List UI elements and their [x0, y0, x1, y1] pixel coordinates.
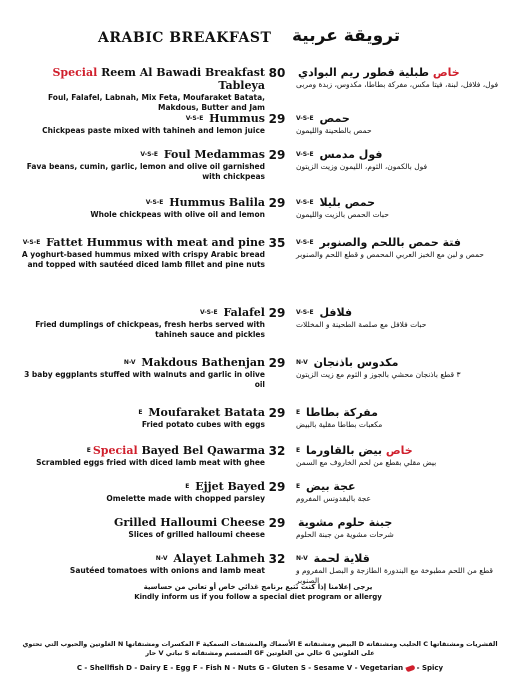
diet-note-ar: يرجى إعلامنا إذا كنت تتبع برنامج غذائي خاص أو تعاني من حساسية — [143, 583, 373, 591]
item-description-ar: قطع من اللحم مطبوخة مع البندورة الطازجة و البصل المفروم و الصنوبر — [296, 566, 494, 585]
diet-tag: N-V — [155, 555, 168, 562]
item-description-en: Chickpeas paste mixed with tahineh and lemon juice — [42, 126, 265, 135]
diet-tag: N-V — [123, 359, 136, 366]
item-description-en: A yoghurt-based hummus mixed with crispy Arabic bread and topped with sautéed diced lamb fillet and pine nuts — [21, 250, 265, 269]
item-description-en: Fried dumplings of chickpeas, fresh herbs served with tahineh sauce and pickles — [35, 320, 265, 339]
item-en — [20, 480, 265, 504]
item-en — [20, 148, 265, 182]
item-ar — [296, 444, 506, 468]
item-ar — [296, 406, 506, 430]
item-price: 29 — [268, 406, 286, 420]
item-title: Ejjet Bayed — [195, 480, 265, 493]
item-title-ar: بيض بالقاورما — [305, 444, 382, 457]
item-title-ar: عجة بيض — [305, 480, 356, 493]
special-badge-ar: خاص — [432, 66, 460, 79]
item-en — [20, 236, 265, 270]
item-ar — [296, 356, 506, 380]
item-price: 29 — [268, 356, 286, 370]
special-badge-ar: خاص — [385, 444, 413, 457]
item-price: 29 — [268, 480, 286, 494]
diet-tag-ar: E — [296, 483, 301, 490]
diet-tag-ar: N-V — [296, 359, 308, 366]
item-title: Foul Medammas — [163, 148, 265, 161]
item-description-en: Scrambled eggs fried with diced lamb meat with ghee — [36, 458, 265, 467]
item-ar — [296, 516, 506, 540]
item-ar — [296, 306, 506, 330]
item-description-en: Whole chickpeas with olive oil and lemon — [90, 210, 265, 219]
item-title-ar: فول مدمس — [319, 148, 383, 161]
item-ar — [296, 480, 506, 504]
allergen-legend-en — [20, 664, 500, 672]
item-ar — [296, 148, 506, 172]
item-title: Grilled Halloumi Cheese — [113, 516, 265, 529]
item-title-ar: طبلية فطور ريم البوادي — [298, 66, 430, 79]
item-description-ar: حبات فلافل مع صلصة الطحينة و المخللات — [296, 320, 427, 329]
item-description-ar: حمص و لبن مع الخبز العربي المحمص و قطع اللحم والصنوبر — [296, 250, 484, 259]
diet-tag-ar: N-V — [296, 555, 308, 562]
item-en — [20, 306, 265, 340]
item-en — [20, 444, 265, 468]
item-description-ar: ٣ قطع باذنجان محشي بالجوز و الثوم مع زيت الزيتون — [296, 370, 461, 379]
item-name-ar — [296, 480, 506, 493]
chili-icon — [405, 664, 415, 672]
item-name-en — [20, 480, 265, 493]
section-title-en: ARABIC BREAKFAST — [98, 30, 272, 46]
item-name-ar — [296, 306, 506, 319]
item-ar — [296, 112, 506, 136]
item-title: Bayed Bel Qawarma — [141, 444, 265, 457]
item-name-ar — [296, 406, 506, 419]
diet-tag: V-S-E — [199, 309, 218, 316]
allergen-legend-ar: القشريات ومشتقاتها C الحليب ومشتقاته D البيض ومشتقاته E الأسماك والمشتقات السمكية F المكسرات ومشتقاتها N الغلوتين والحبوب التي تحتوي على الغلوتين G خالي من الغلوتين GF السمسم ومشتقاته S نباتي V حار — [22, 640, 498, 657]
item-name-en — [20, 66, 265, 92]
item-price: 29 — [268, 112, 286, 126]
diet-tag-ar: V-S-E — [296, 199, 314, 206]
spicy-label: - Spicy — [416, 664, 444, 672]
diet-tag-ar: V-S-E — [296, 309, 314, 316]
item-title-ar: فلافل — [319, 306, 353, 319]
item-title: Hummus Balila — [169, 196, 265, 209]
item-description-en: Slices of grilled halloumi cheese — [128, 530, 265, 539]
item-en — [20, 112, 265, 136]
item-price: 29 — [268, 516, 286, 530]
item-name-ar — [296, 444, 506, 457]
item-title-ar: مفركة بطاطا — [305, 406, 378, 419]
item-title-ar: جبنة حلوم مشوية — [298, 516, 393, 529]
item-description-ar: عجة بالبقدونس المفروم — [296, 494, 371, 503]
item-price: 32 — [268, 444, 286, 458]
item-description-ar: مكعبات بطاطا مقلية بالبيض — [296, 420, 383, 429]
item-ar — [296, 236, 506, 260]
item-title: Hummus — [209, 112, 265, 125]
item-price: 29 — [268, 196, 286, 210]
item-description-en: Fava beans, cumin, garlic, lemon and olive oil garnished with chickpeas — [26, 162, 265, 181]
item-name-en — [20, 406, 265, 419]
item-title: Reem Al Bawadi Breakfast Tableya — [101, 66, 265, 92]
item-name-ar — [296, 236, 506, 249]
item-name-en — [20, 516, 265, 529]
diet-tag: V-S-E — [140, 151, 158, 158]
section-title-ar: ترويقة عربية — [292, 26, 401, 46]
item-en — [20, 66, 265, 113]
item-name-en — [20, 236, 265, 249]
item-title: Alayet Lahmeh — [173, 552, 265, 565]
item-description-ar: فول بالكمون، الثوم، الليمون وزيت الزيتون — [296, 162, 428, 171]
item-name-ar — [296, 66, 506, 79]
item-description-en: Foul, Falafel, Labnah, Mix Feta, Moufaraket Batata, Makdous, Butter and Jam — [47, 93, 265, 112]
item-title-ar: قلاية لحمة — [313, 552, 370, 565]
diet-tag: V-S-E — [185, 115, 204, 122]
item-name-en — [20, 444, 265, 457]
item-ar — [296, 196, 506, 220]
item-title: Falafel — [223, 306, 265, 319]
special-badge: Special — [52, 66, 98, 79]
item-title: Moufaraket Batata — [148, 406, 265, 419]
item-name-en — [20, 306, 265, 319]
diet-tag-ar: E — [296, 409, 301, 416]
item-description-en: Sautéed tomatoes with onions and lamb meat — [69, 566, 265, 575]
item-title-ar: حمص بليلا — [319, 196, 376, 209]
item-description-ar: حبات الحمص بالزيت والليمون — [296, 210, 389, 219]
item-description-ar: فول، فلافل، لبنة، فيتا مكس، مفركة بطاطا، مكدوس، زبدة ومربى — [296, 80, 499, 89]
item-name-ar — [296, 148, 506, 161]
diet-note — [0, 582, 516, 602]
item-ar — [296, 66, 506, 90]
diet-note-en: Kindly inform us if you follow a special diet program or allergy — [134, 593, 382, 601]
item-name-en — [20, 196, 265, 209]
diet-tag: E — [138, 409, 143, 416]
item-title: Makdous Bathenjan — [141, 356, 265, 369]
item-en — [20, 516, 265, 540]
item-description-ar: حمص بالطحينة والليمون — [296, 126, 372, 135]
item-description-ar: بيض مقلي بقطع من لحم الخاروف مع السمن — [296, 458, 437, 467]
item-name-en — [20, 148, 265, 161]
item-description-en: Omelette made with chopped parsley — [106, 494, 265, 503]
item-description-en: 3 baby eggplants stuffed with walnuts and garlic in olive oil — [24, 370, 265, 389]
item-title-ar: مكدوس باذنجان — [313, 356, 399, 369]
diet-tag: E — [86, 447, 91, 454]
item-en — [20, 196, 265, 220]
item-price: 29 — [268, 306, 286, 320]
item-name-en — [20, 112, 265, 125]
diet-tag: V-S-E — [22, 239, 41, 246]
allergen-legend-text: C - Shellfish D - Dairy E - Egg F - Fish N - Nuts G - Gluten S - Sesame V - Vegetarian — [76, 664, 404, 672]
item-description-en: Fried potato cubes with eggs — [141, 420, 265, 429]
item-name-ar — [296, 552, 506, 565]
item-price: 32 — [268, 552, 286, 566]
item-title-ar: فتة حمص باللحم والصنوبر — [319, 236, 461, 249]
diet-tag-ar: V-S-E — [296, 239, 314, 246]
item-name-ar — [296, 516, 506, 529]
item-en — [20, 356, 265, 390]
item-en — [20, 406, 265, 430]
item-description-ar: شرحات مشوية من جبنة الحلوم — [296, 530, 394, 539]
item-name-ar — [296, 196, 506, 209]
diet-tag: E — [185, 483, 190, 490]
item-name-ar — [296, 356, 506, 369]
special-badge: Special — [92, 444, 138, 457]
item-price: 29 — [268, 148, 286, 162]
item-name-en — [20, 356, 265, 369]
item-price: 35 — [268, 236, 286, 250]
item-title: Fattet Hummus with meat and pine — [46, 236, 265, 249]
diet-tag-ar: E — [296, 447, 301, 454]
diet-tag-ar: V-S-E — [296, 151, 314, 158]
item-name-en — [20, 552, 265, 565]
item-en — [20, 552, 265, 576]
item-title-ar: حمص — [319, 112, 350, 125]
menu-header — [0, 26, 516, 54]
diet-tag-ar: V-S-E — [296, 115, 314, 122]
item-ar — [296, 552, 506, 586]
item-price: 80 — [268, 66, 286, 80]
item-name-ar — [296, 112, 506, 125]
diet-tag: V-S-E — [145, 199, 164, 206]
